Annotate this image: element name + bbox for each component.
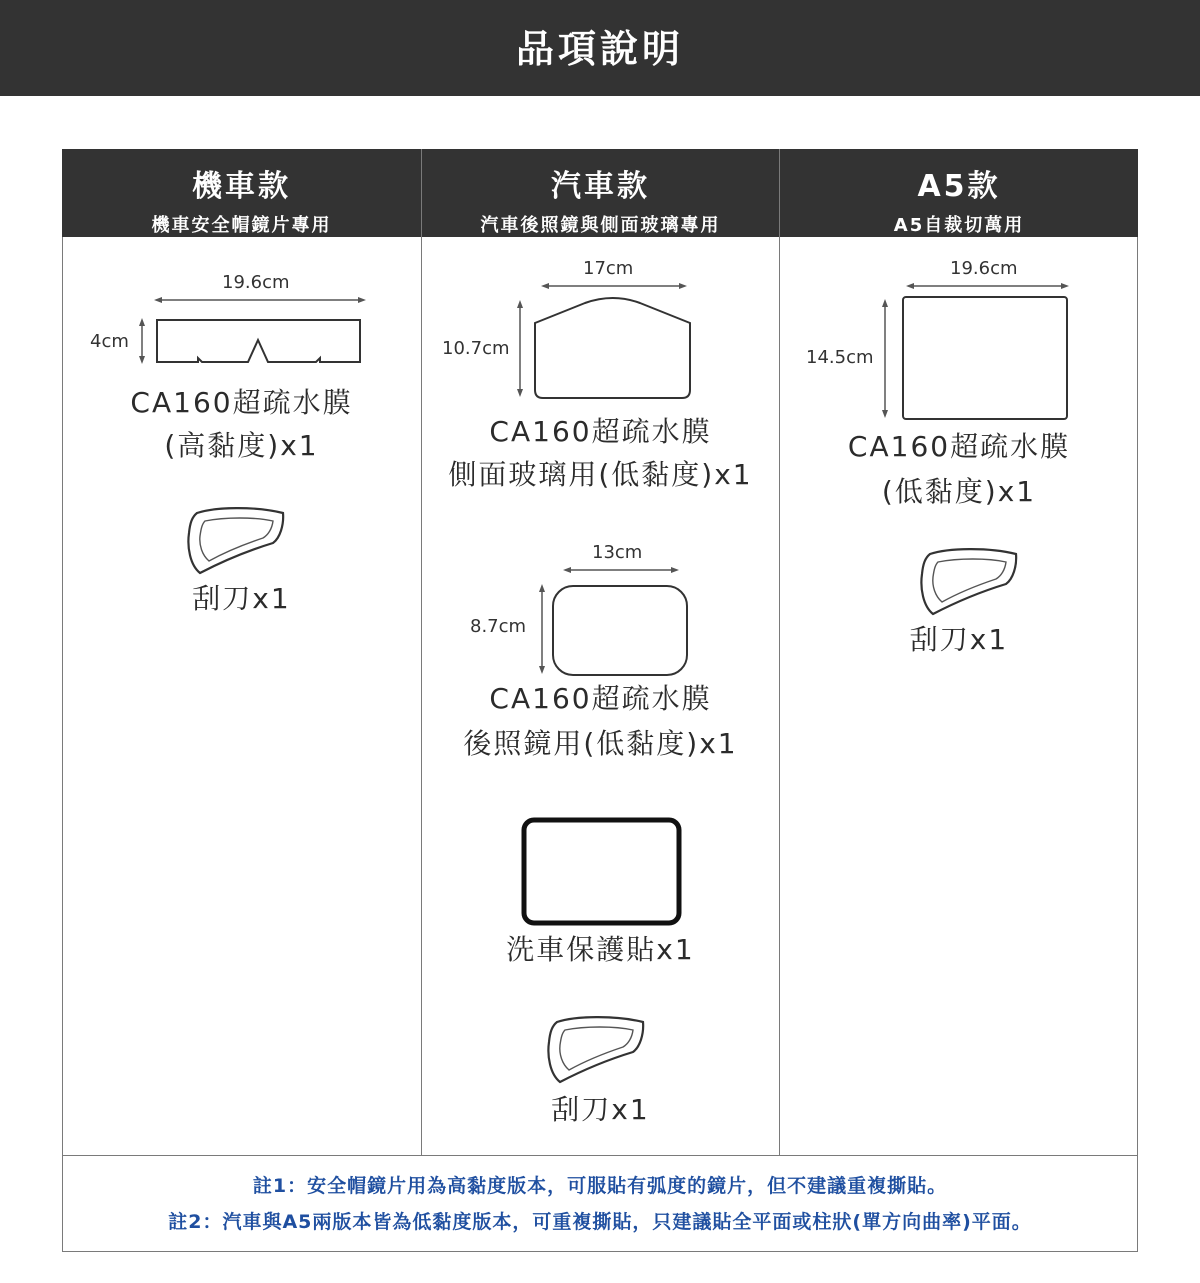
film-name: CA160超疏水膜 bbox=[130, 386, 353, 419]
visor-film-diagram bbox=[130, 292, 370, 367]
film-name: CA160超疏水膜 bbox=[489, 415, 712, 448]
note-2: 註2：汽車與A5兩版本皆為低黏度版本，可重複撕貼，只建議貼全平面或柱狀(單方向曲率)平面。 bbox=[168, 1211, 1032, 1233]
side-glass-film-diagram bbox=[510, 278, 705, 403]
header-subtitle: 汽車後照鏡與側面玻璃專用 bbox=[480, 215, 721, 236]
scraper-icon bbox=[545, 1014, 650, 1086]
header-motorcycle bbox=[62, 149, 421, 237]
header-title: 機車款 bbox=[192, 169, 291, 204]
header-car bbox=[422, 149, 779, 237]
page-title: 品項說明 bbox=[515, 27, 684, 71]
scraper-icon bbox=[918, 546, 1023, 618]
note-1: 註1：安全帽鏡片用為高黏度版本，可服貼有弧度的鏡片，但不建議重複撕貼。 bbox=[252, 1175, 948, 1197]
header-title: 汽車款 bbox=[551, 169, 650, 204]
scraper-label: 刮刀x1 bbox=[909, 623, 1009, 656]
column-divider bbox=[421, 149, 422, 1155]
film-description: 後照鏡用(低黏度)x1 bbox=[463, 727, 738, 760]
dimension-height: 4cm bbox=[90, 331, 129, 352]
mirror-film-diagram bbox=[535, 562, 695, 680]
notes bbox=[62, 1168, 1138, 1240]
film-description: (低黏度)x1 bbox=[881, 475, 1037, 508]
dimension-width: 19.6cm bbox=[950, 258, 1018, 279]
scraper-icon bbox=[185, 505, 290, 577]
header-subtitle: 機車安全帽鏡片專用 bbox=[151, 215, 332, 236]
a5-film-diagram bbox=[875, 278, 1075, 426]
dimension-width: 13cm bbox=[592, 542, 643, 563]
film-description: 側面玻璃用(低黏度)x1 bbox=[448, 458, 753, 491]
dimension-height: 10.7cm bbox=[442, 338, 510, 359]
dimension-width: 17cm bbox=[583, 258, 634, 279]
protector-label: 洗車保護貼x1 bbox=[506, 933, 695, 966]
film-name: CA160超疏水膜 bbox=[489, 682, 712, 715]
dimension-width: 19.6cm bbox=[222, 272, 290, 293]
dimension-height: 14.5cm bbox=[806, 347, 874, 368]
header-subtitle: A5自裁切萬用 bbox=[893, 215, 1025, 236]
header-title: A5款 bbox=[917, 169, 1001, 204]
film-name: CA160超疏水膜 bbox=[847, 430, 1071, 463]
notes-divider bbox=[62, 1155, 1138, 1156]
header-a5 bbox=[780, 149, 1138, 237]
scraper-label: 刮刀x1 bbox=[551, 1093, 650, 1126]
scraper-label: 刮刀x1 bbox=[192, 582, 291, 615]
car-wash-protector-diagram bbox=[520, 816, 683, 928]
dimension-height: 8.7cm bbox=[470, 616, 527, 637]
film-description: (高黏度)x1 bbox=[164, 429, 319, 462]
top-banner bbox=[0, 0, 1200, 96]
